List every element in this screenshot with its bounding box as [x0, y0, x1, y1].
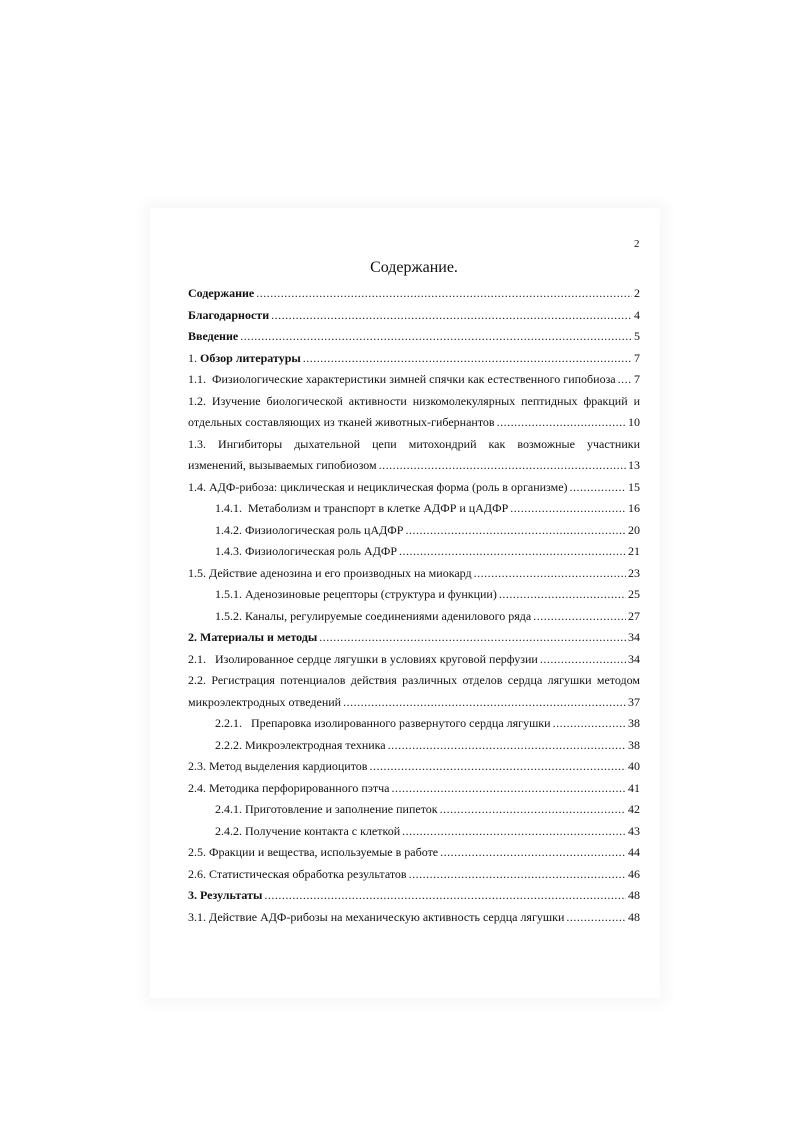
toc-entry-1-4: [188, 477, 640, 499]
toc-label-line1: Изучение биологической активности низкомолекулярных пептидных фракций и: [211, 393, 640, 408]
toc-number: 2.2.1.: [215, 716, 242, 730]
toc-entry-1-4-1: [188, 498, 640, 520]
toc-label: Результаты: [200, 888, 263, 902]
toc-label: Физиологические характеристики зимней спячки как естественного гипобиоза: [212, 372, 616, 386]
toc-entry-2-6: [188, 864, 640, 886]
toc-number: 2.2.: [188, 673, 206, 687]
dot-leader: [388, 735, 626, 757]
toc-label: Содержание: [188, 286, 255, 300]
table-of-contents: [188, 283, 640, 928]
toc-page: 13: [628, 458, 640, 472]
toc-page: 7: [634, 350, 640, 365]
toc-entry-2-2-1: [188, 713, 640, 735]
toc-number: 2.3.: [188, 759, 206, 773]
toc-label: Обзор литературы: [200, 350, 301, 365]
toc-label: Действие АДФ-рибозы на механическую активность сердца лягушки: [209, 909, 565, 924]
dot-leader: [570, 477, 626, 499]
toc-page: 5: [634, 329, 640, 343]
toc-label-line1: Регистрация потенциалов действия различных отделов сердца лягушки методом: [211, 673, 640, 687]
toc-entry-1-3: [188, 434, 640, 477]
toc-entry-1-5-2: [188, 606, 640, 628]
toc-entry-2-3: [188, 756, 640, 778]
dot-leader: [440, 842, 626, 864]
toc-entry-acknowledgements: [188, 305, 640, 327]
toc-entry-1-2: [188, 391, 640, 434]
dot-leader: [499, 584, 626, 606]
toc-entry-2-4: [188, 778, 640, 800]
toc-entry-3-1: [188, 907, 640, 929]
toc-label: Приготовление и заполнение пипеток: [245, 802, 438, 816]
toc-entry-1-5-1: [188, 584, 640, 606]
toc-page: 34: [628, 651, 640, 666]
toc-page: 41: [628, 780, 640, 795]
dot-leader: [540, 649, 626, 671]
toc-entry-1-5: [188, 563, 640, 585]
dot-leader: [240, 326, 632, 348]
toc-entry-2-4-2: [188, 821, 640, 843]
toc-page: 48: [628, 888, 640, 902]
toc-label: Физиологическая роль АДФР: [245, 544, 398, 558]
dot-leader: [343, 692, 626, 714]
dot-leader: [264, 885, 626, 907]
toc-number: 2.4.1.: [215, 802, 242, 816]
toc-entry-1-4-2: [188, 520, 640, 542]
toc-entry-3: [188, 885, 640, 907]
toc-page: 15: [628, 479, 640, 494]
toc-page: 40: [628, 759, 640, 773]
toc-label: отдельных составляющих из тканей животных-гибернантов: [188, 415, 495, 429]
dot-leader: [369, 756, 626, 778]
toc-number: 1.4.: [188, 479, 206, 494]
toc-label: Статистическая обработка результатов: [209, 866, 407, 881]
toc-label: Благодарности: [188, 307, 270, 322]
toc-page: 34: [628, 630, 640, 644]
toc-label: Каналы, регулируемые соединениями аденилового ряда: [245, 608, 532, 623]
dot-leader: [303, 348, 632, 370]
toc-page: 21: [628, 544, 640, 558]
toc-entry-1-1: [188, 369, 640, 391]
toc-label: Введение: [188, 329, 239, 343]
toc-entry-contents: [188, 283, 640, 305]
toc-number: 2.5.: [188, 845, 206, 859]
toc-label: Метаболизм и транспорт в клетке АДФР и цАДФР: [248, 501, 509, 515]
toc-page: 42: [628, 802, 640, 816]
toc-page: 4: [634, 307, 640, 322]
toc-number: 1.5.: [188, 565, 206, 580]
toc-entry-introduction: [188, 326, 640, 348]
toc-number: 1.4.1.: [215, 501, 242, 515]
toc-label: Методика перфорированного пэтча: [209, 780, 390, 795]
toc-number: 2.4.: [188, 780, 206, 795]
toc-title: Содержание.: [370, 259, 458, 276]
toc-page: 44: [628, 845, 640, 859]
toc-number: 3.1.: [188, 909, 206, 924]
toc-page: 10: [628, 415, 640, 429]
dot-leader: [399, 541, 626, 563]
toc-page: 16: [628, 501, 640, 515]
toc-entry-2-1: [188, 649, 640, 671]
toc-entry-2-2-2: [188, 735, 640, 757]
dot-leader: [409, 864, 626, 886]
toc-page: 48: [628, 909, 640, 924]
dot-leader: [319, 627, 626, 649]
toc-number: 1.: [188, 350, 197, 365]
dot-leader: [497, 412, 626, 434]
toc-number: 3.: [188, 888, 197, 902]
toc-label: АДФ-рибоза: циклическая и нециклическая форма (роль в организме): [209, 479, 568, 494]
toc-label: Изолированное сердце лягушки в условиях круговой перфузии: [215, 651, 538, 666]
toc-number: 1.1.: [188, 372, 206, 386]
dot-leader: [553, 713, 626, 735]
toc-label: Препаровка изолированного развернутого сердца лягушки: [251, 716, 551, 730]
toc-label-line1: Ингибиторы дыхательной цепи митохондрий как возможные участники: [218, 436, 641, 451]
dot-leader: [271, 305, 632, 327]
dot-leader: [440, 799, 626, 821]
toc-page: 37: [628, 694, 640, 709]
toc-number: 2.4.2.: [215, 823, 242, 838]
dot-leader: [618, 369, 632, 391]
toc-label: Фракции и вещества, используемые в работе: [209, 845, 439, 859]
dot-leader: [510, 498, 626, 520]
toc-number: 1.5.1.: [215, 587, 242, 601]
dot-leader: [402, 821, 626, 843]
toc-label: Физиологическая роль цАДФР: [245, 522, 404, 537]
toc-page: 38: [628, 737, 640, 752]
toc-number: 1.2.: [188, 393, 206, 408]
toc-number: 1.4.3.: [215, 544, 242, 558]
toc-page: 7: [634, 372, 640, 386]
toc-number: 2.2.2.: [215, 737, 242, 752]
toc-page: 38: [628, 716, 640, 730]
dot-leader: [405, 520, 626, 542]
toc-page: 23: [628, 565, 640, 580]
toc-page: 20: [628, 522, 640, 537]
toc-number: 1.4.2.: [215, 522, 242, 537]
toc-page: 43: [628, 823, 640, 838]
toc-number: 1.5.2.: [215, 608, 242, 623]
toc-label: изменений, вызываемых гипобиозом: [188, 458, 377, 472]
toc-number: 2.: [188, 630, 197, 644]
toc-entry-1: [188, 348, 640, 370]
toc-page: 46: [628, 866, 640, 881]
toc-label: микроэлектродных отведений: [188, 694, 342, 709]
dot-leader: [256, 283, 632, 305]
toc-label: Получение контакта с клеткой: [245, 823, 401, 838]
toc-label: Действие аденозина и его производных на миокард: [209, 565, 472, 580]
toc-entry-2-5: [188, 842, 640, 864]
toc-page: 2: [634, 286, 640, 300]
toc-entry-2-2: [188, 670, 640, 713]
toc-page: 27: [628, 608, 640, 623]
dot-leader: [379, 455, 626, 477]
page-number: 2: [634, 238, 640, 250]
dot-leader: [392, 778, 626, 800]
toc-label: Материалы и методы: [200, 630, 318, 644]
toc-number: 2.6.: [188, 866, 206, 881]
toc-entry-2-4-1: [188, 799, 640, 821]
dot-leader: [566, 907, 626, 929]
dot-leader: [533, 606, 626, 628]
dot-leader: [474, 563, 626, 585]
toc-entry-1-4-3: [188, 541, 640, 563]
toc-page: 25: [628, 587, 640, 601]
toc-entry-2: [188, 627, 640, 649]
toc-label: Микроэлектродная техника: [245, 737, 386, 752]
toc-number: 1.3.: [188, 436, 206, 451]
toc-label: Аденозиновые рецепторы (структура и функции): [245, 587, 497, 601]
toc-label: Метод выделения кардиоцитов: [209, 759, 368, 773]
toc-number: 2.1.: [188, 651, 206, 666]
